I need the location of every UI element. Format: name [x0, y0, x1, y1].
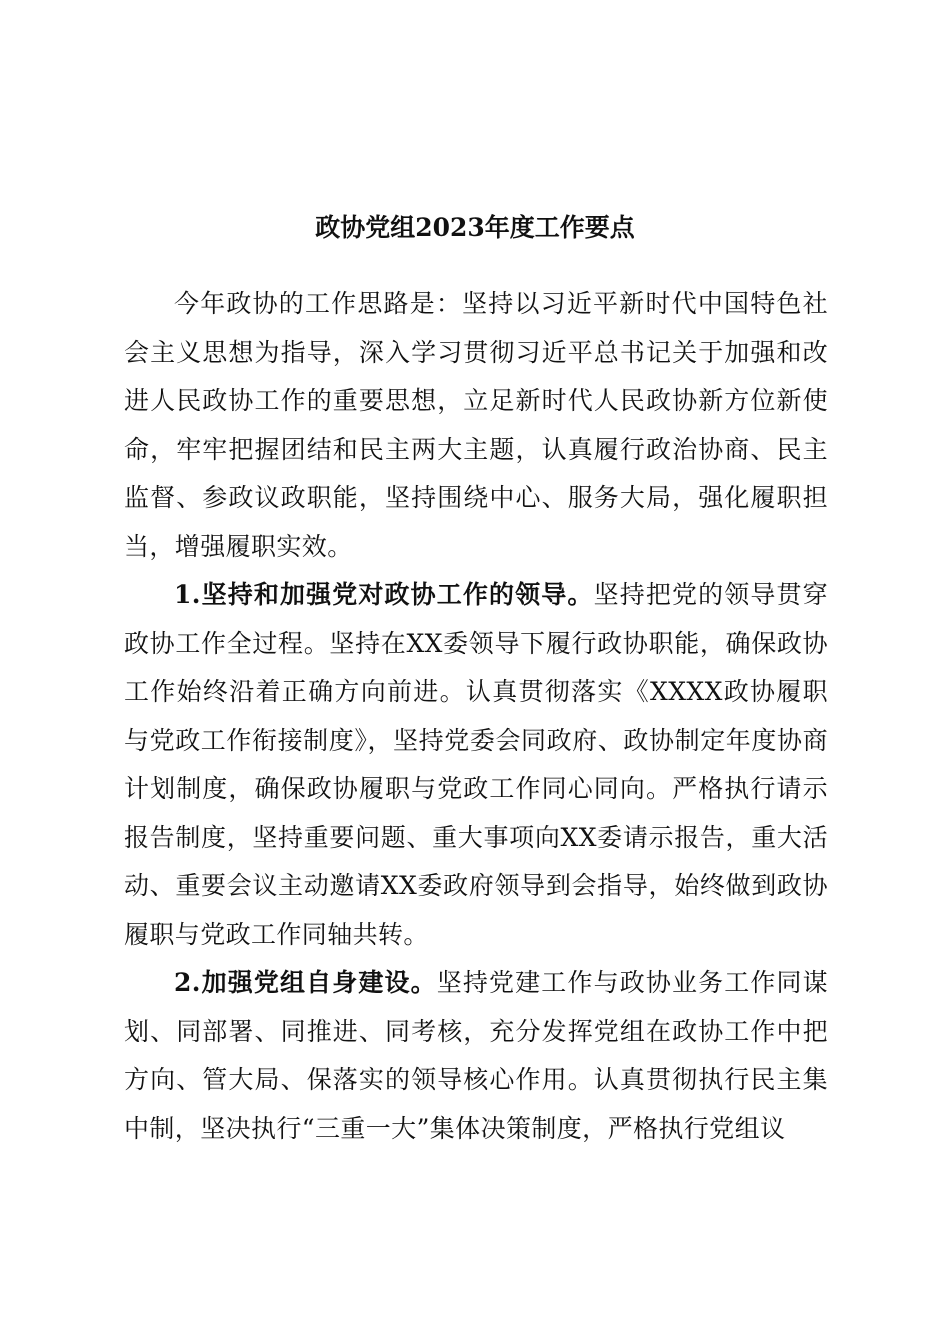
document-title: 政协党组2023年度工作要点 [315, 213, 635, 242]
section-2-text: 坚持党建工作与政协业务工作同谋划、同部署、同推进、同考核，充分发挥党组在政协工作中把方向、管大局、保落实的领导核心作用。认真贯彻执行民主集中制，坚决执行“三重一大”集体决策制度，严格执行党组议 [124, 968, 828, 1143]
intro-paragraph: 今年政协的工作思路是：坚持以习近平新时代中国特色社会主义思想为指导，深入学习贯彻习近平总书记关于加强和改进人民政协工作的重要思想，立足新时代人民政协新方位新使命，牢牢把握团结和民主两大主题，认真履行政治协商、民主监督、参政议政职能，坚持围绕中心、服务大局，强化履职担当，增强履职实效。 [124, 289, 828, 561]
section-1-heading: 1.坚持和加强党对政协工作的领导。 [174, 580, 594, 609]
section-1-paragraph [124, 571, 828, 959]
section-1-text: 坚持把党的领导贯穿政协工作全过程。坚持在XX委领导下履行政协职能，确保政协工作始终沿着正确方向前进。认真贯彻落实《XXXX政协履职与党政工作衔接制度》，坚持党委会同政府、政协制定年度协商计划制度，确保政协履职与党政工作同心同向。严格执行请示报告制度，坚持重要问题、重大事项向XX委请示报告，重大活动、重要会议主动邀请XX委政府领导到会指导，始终做到政协履职与党政工作同轴共转。 [124, 580, 828, 949]
document-body [124, 280, 828, 1153]
section-2-paragraph [124, 959, 828, 1153]
section-2-heading: 2.加强党组自身建设。 [174, 968, 437, 997]
